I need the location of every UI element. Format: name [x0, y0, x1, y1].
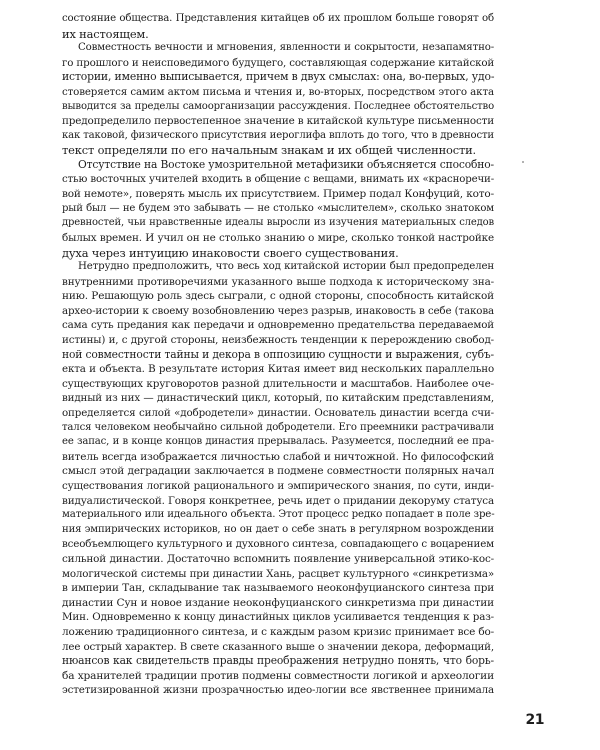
text-line: ложению традиционного синтеза, и с каждым разом кризис принимает все бо-	[62, 625, 495, 638]
text-line: видуалистической. Говоря конкретнее, речь идет о придании декоруму статуса	[62, 494, 494, 507]
text-line: ее запас, и в конце концов династия прерывалась. Разумеется, последний ее пра-	[62, 436, 494, 448]
text-line: древностей, чьи нравственные идеалы выросли из изучения материальных следов	[62, 217, 494, 229]
text-line: существования логикой рационального и эмпирического знания, по сути, инди-	[62, 480, 494, 492]
text-line: определяется силой «добродетели» династии. Основатель династии всегда счи-	[62, 407, 494, 420]
paragraph	[62, 12, 494, 41]
text-line: внутренними противоречиями указанного выше подхода к историческому зна-	[62, 275, 494, 288]
text-line: эстетизированной жизни прозрачностью идео-логии все явственнее принимала	[62, 684, 494, 697]
text-line: нюансов как свидетельств правды преображения нетрудно понять, что борь-	[62, 654, 494, 668]
text-line: материального или идеального объекта. Этот процесс редко попадает в поле зре-	[62, 509, 495, 521]
text-line: видный из них — династический цикл, который, по китайским представлениям,	[62, 392, 494, 405]
scan-speck	[522, 161, 524, 163]
text-line: династии Сун и новое издание неоконфуцианского синкретизма при династии	[62, 596, 494, 609]
text-line: Мин. Одновременно к концу династийных циклов усиливается тенденция к раз-	[62, 611, 494, 624]
text-line: тался человеком необычайно сильной добродетели. Его преемники растрачивали	[62, 421, 494, 433]
text-line: вой немоте», поверять мысль их присутствием. Пример подал Конфуций, кото-	[62, 188, 494, 201]
page-number: 21	[525, 712, 544, 728]
text-line: стью восточных учителей входить в общение с вещами, внимать их «красноречи-	[62, 173, 494, 185]
text-line: Отсутствие на Востоке умозрительной метафизики объясняется способно-	[78, 157, 494, 171]
text-line: ной совместности тайны и декора в оппозицию сущности и выражения, субъ-	[62, 347, 494, 361]
text-line: духа через интуицию инаковости своего существования.	[62, 245, 399, 260]
text-line: как таковой, физического присутствия иероглифа вплоть до того, что в древности	[62, 129, 494, 141]
text-line: сама суть предания как передачи и одновременно предательства передаваемой	[62, 319, 494, 332]
paragraph	[62, 260, 494, 698]
text-line: стоверяется самим актом письма и чтения и, во-вторых, посредством этого акта	[62, 85, 494, 98]
text-line: сильной династии. Достаточно вспомнить появление универсальной этико-кос-	[62, 552, 494, 565]
text-line: ба хранителей традиции против подмены совместности логикой и археологии	[62, 669, 494, 682]
text-line: рый был — не будем это забывать — не столько «мыслителем», сколько знатоком	[62, 202, 494, 214]
text-line: выводится за пределы самоорганизации рассуждения. Последнее обстоятельство	[62, 100, 494, 112]
text-line: архео-истории к своему возобновлению через разрыв, инаковость в себе (такова	[62, 304, 494, 317]
text-line: в империи Тан, складывание так называемого неоконфуцианского синтеза при	[62, 582, 494, 595]
text-column	[62, 12, 494, 698]
paragraph	[62, 158, 494, 260]
text-line: го прошлого и неисповедимого будущего, составляющая содержание китайской	[62, 56, 495, 69]
text-line: екта и объекта. В результате история Китая имеет вид нескольких параллельно	[62, 363, 494, 376]
text-line: нию. Решающую роль здесь сыграли, с одной стороны, способность китайской	[62, 290, 494, 303]
text-line: былых времен. И учил он не столько знанию о мире, сколько тонкой настройке	[62, 231, 494, 244]
text-line: витель всегда изображается личностью слабой и ничтожной. Но философский	[62, 450, 494, 463]
text-line: истины) и, с другой стороны, неизбежность тенденции к перерождению свобод-	[62, 334, 494, 347]
text-line: Совместность вечности и мгновения, явленности и сокрытости, незапамятно-	[78, 42, 494, 54]
text-line: текст определяли по его начальным знакам и их общей численности.	[62, 143, 477, 158]
text-line: предопределило первостепенное значение в китайской культуре письменности	[62, 115, 495, 128]
text-line: лее острый характер. В свете сказанного выше о значении декора, деформаций,	[62, 640, 494, 653]
text-line: Нетрудно предположить, что весь ход китайской истории был предопределен	[78, 261, 494, 273]
text-line: их настоящем.	[62, 26, 149, 41]
text-line: ния эмпирических историков, но он дает о себе знать в регулярном возрождении	[62, 523, 494, 535]
text-line: смысл этой деградации заключается в подмене совместности полярных начал	[62, 465, 494, 478]
text-line: мологической системы при династии Хань, расцвет культурного «синкретизма»	[62, 567, 494, 580]
paragraph	[62, 41, 494, 158]
text-line: всеобъемлющего культурного и духовного синтеза, совпадающего с воцарением	[62, 538, 494, 551]
text-line: истории, именно выписывается, причем в двух смыслах: она, во-первых, удо-	[62, 70, 495, 84]
text-line: состояние общества. Представления китайцев об их прошлом больше говорят об	[62, 13, 494, 24]
text-line: существующих круговоротов разной длительности и масштабов. Наиболее оче-	[62, 377, 494, 390]
